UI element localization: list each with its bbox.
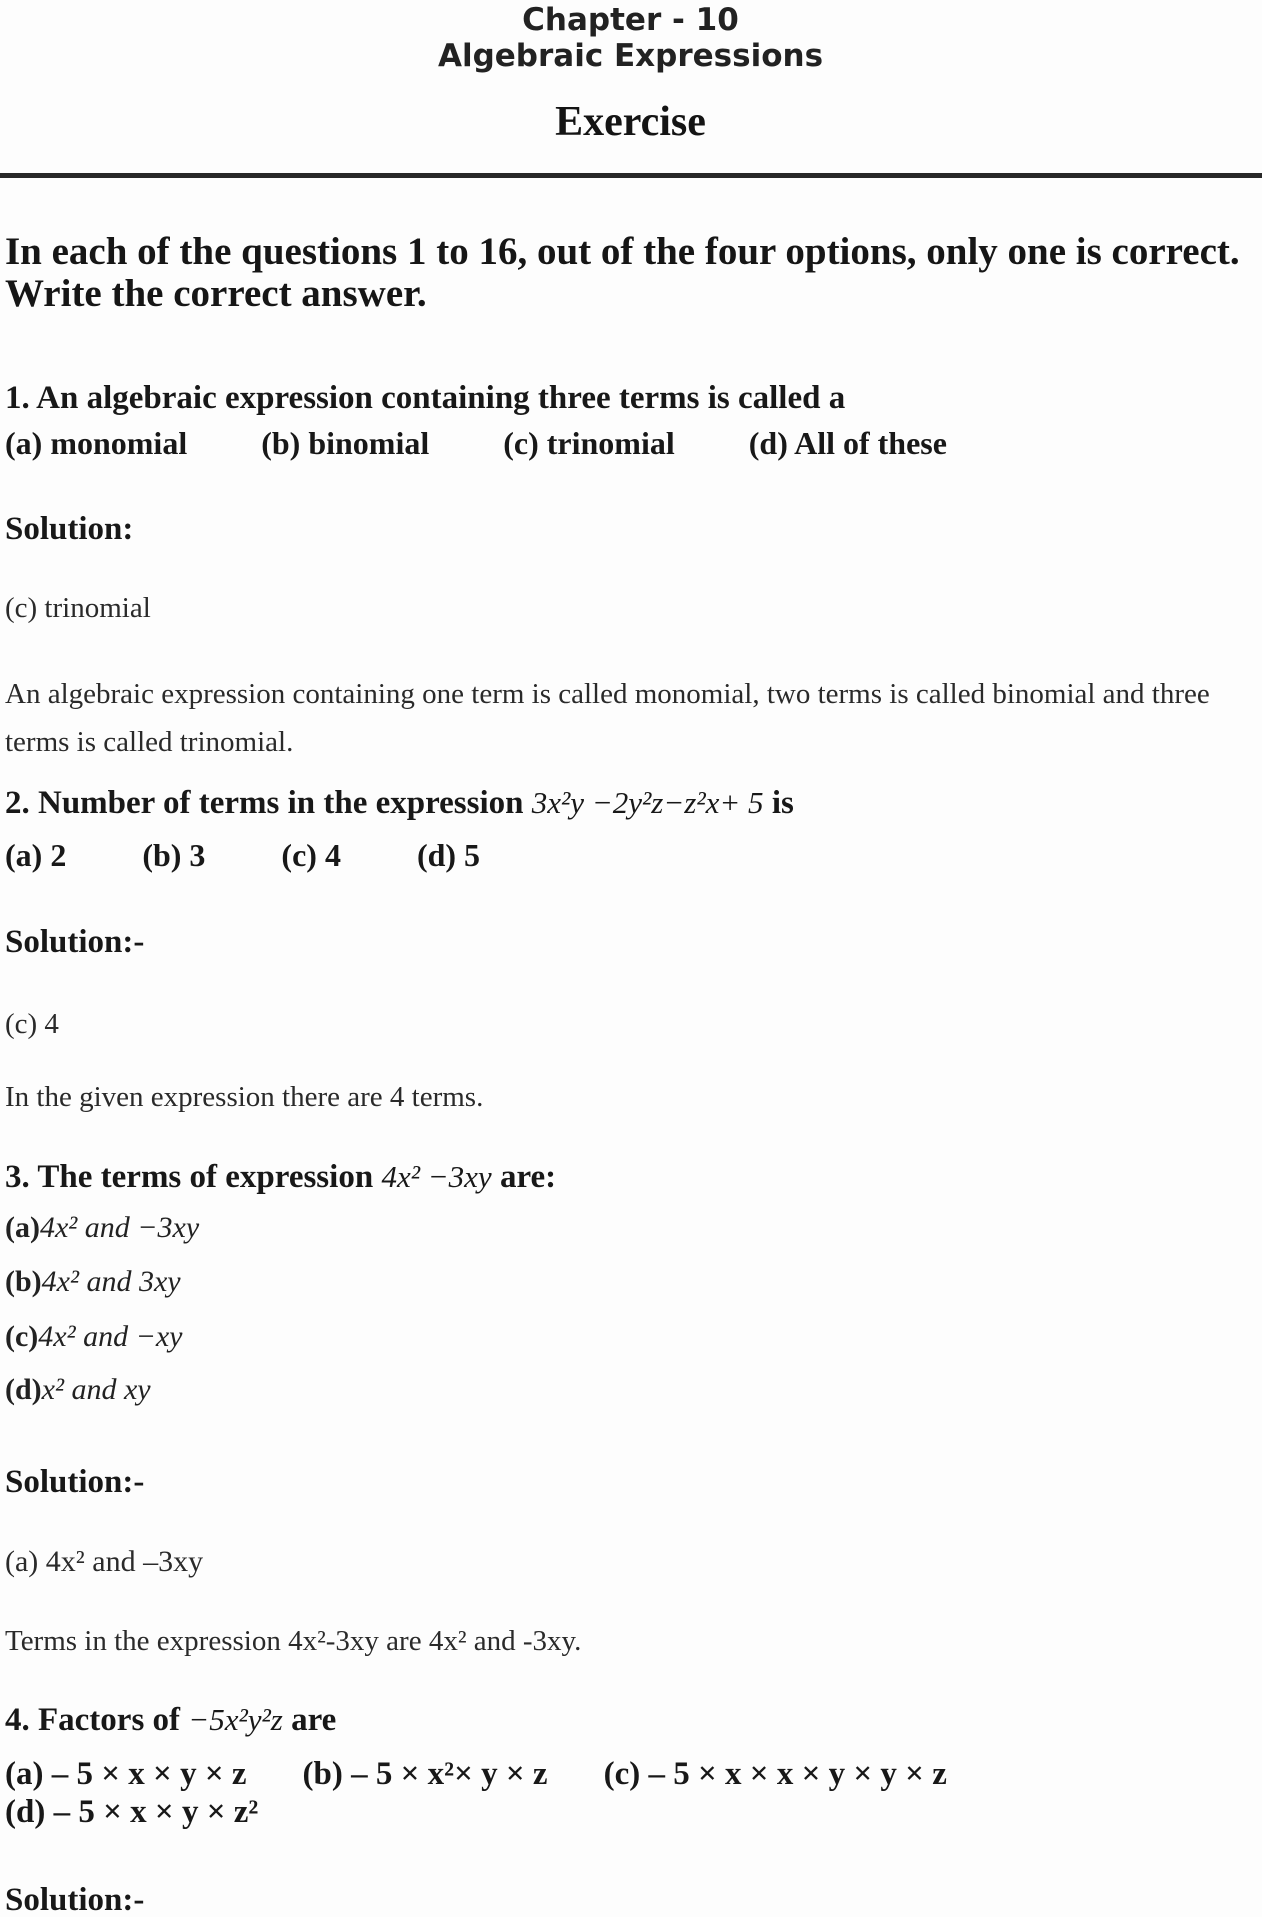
q1-options bbox=[5, 426, 1256, 460]
q1-explanation: An algebraic expression containing one term is called monomial, two terms is called binomial and three terms is called trinomial. bbox=[5, 678, 1210, 758]
q3-explanation: Terms in the expression 4x²-3xy are 4x² and -3xy. bbox=[5, 1625, 582, 1657]
q3-option-a bbox=[5, 1211, 1256, 1245]
chapter-title: Chapter - 10 bbox=[522, 2, 739, 38]
q4-options-row1 bbox=[5, 1755, 1256, 1793]
q3-heading bbox=[5, 1158, 1256, 1196]
q3-option-d bbox=[5, 1373, 1256, 1407]
q4-option-d: (d) – 5 × x × y × z² bbox=[5, 1794, 259, 1830]
q1-heading: 1. An algebraic expression containing three terms is called a bbox=[5, 380, 846, 416]
q3-answer: (a) 4x² and –3xy bbox=[5, 1545, 204, 1578]
q2-solution-heading: Solution:- bbox=[5, 924, 145, 960]
q2-heading-suffix: is bbox=[771, 785, 794, 821]
q3-option-b bbox=[5, 1265, 1256, 1299]
q3-solution-heading: Solution:- bbox=[5, 1464, 145, 1500]
q3-heading-prefix: 3. The terms of expression bbox=[5, 1159, 374, 1195]
q3-option-a-text: 4x² and −3xy bbox=[39, 1211, 200, 1244]
q4-heading-prefix: 4. Factors of bbox=[5, 1702, 181, 1738]
chapter-subtitle: Algebraic Expressions bbox=[437, 38, 824, 74]
q4-option-c: (c) – 5 × x × x × y × y × z bbox=[603, 1756, 947, 1792]
q3-heading-suffix: are: bbox=[499, 1159, 557, 1195]
q3-expression: 4x² −3xy bbox=[381, 1159, 492, 1194]
q1-option-c: (c) trinomial bbox=[503, 425, 675, 461]
q3-option-c-letter: (c) bbox=[5, 1320, 39, 1353]
q2-explanation: In the given expression there are 4 terms. bbox=[5, 1081, 484, 1113]
q4-option-a: (a) – 5 × x × y × z bbox=[5, 1756, 247, 1792]
q2-option-a: (a) 2 bbox=[5, 837, 67, 873]
q1-option-b: (b) binomial bbox=[261, 425, 430, 461]
q4-expression: −5x²y²z bbox=[188, 1702, 283, 1737]
q2-option-d: (d) 5 bbox=[416, 837, 481, 873]
q3-option-c-text: 4x² and −xy bbox=[38, 1320, 183, 1353]
q1-option-a: (a) monomial bbox=[5, 425, 188, 461]
q3-option-d-letter: (d) bbox=[5, 1373, 42, 1406]
q4-heading bbox=[5, 1701, 1256, 1739]
q1-option-d: (d) All of these bbox=[748, 425, 947, 461]
q3-option-a-letter: (a) bbox=[5, 1211, 40, 1244]
q2-heading bbox=[5, 784, 1256, 822]
q3-option-b-text: 4x² and 3xy bbox=[41, 1265, 181, 1298]
q2-option-b: (b) 3 bbox=[142, 837, 206, 873]
q4-heading-suffix: are bbox=[291, 1702, 337, 1738]
header-divider bbox=[0, 173, 1262, 178]
q4-option-b: (b) – 5 × x²× y × z bbox=[302, 1756, 548, 1792]
q3-option-d-text: x² and xy bbox=[41, 1373, 151, 1406]
q2-answer: (c) 4 bbox=[5, 1008, 59, 1040]
q4-options-row2 bbox=[5, 1793, 1256, 1831]
q2-expression: 3x²y −2y²z−z²x+ 5 bbox=[531, 785, 764, 820]
q2-heading-prefix: 2. Number of terms in the expression bbox=[5, 785, 524, 821]
q1-solution-heading: Solution: bbox=[5, 511, 134, 547]
q1-answer: (c) trinomial bbox=[5, 592, 151, 624]
q2-option-c: (c) 4 bbox=[281, 837, 341, 873]
intro-text: In each of the questions 1 to 16, out of the four options, only one is correct. Write the correct answer. bbox=[5, 230, 1240, 315]
q3-option-b-letter: (b) bbox=[5, 1265, 42, 1298]
q4-solution-heading: Solution:- bbox=[5, 1882, 145, 1917]
q3-option-c bbox=[5, 1320, 1256, 1354]
q2-options bbox=[5, 838, 1256, 872]
exercise-heading: Exercise bbox=[555, 99, 706, 145]
